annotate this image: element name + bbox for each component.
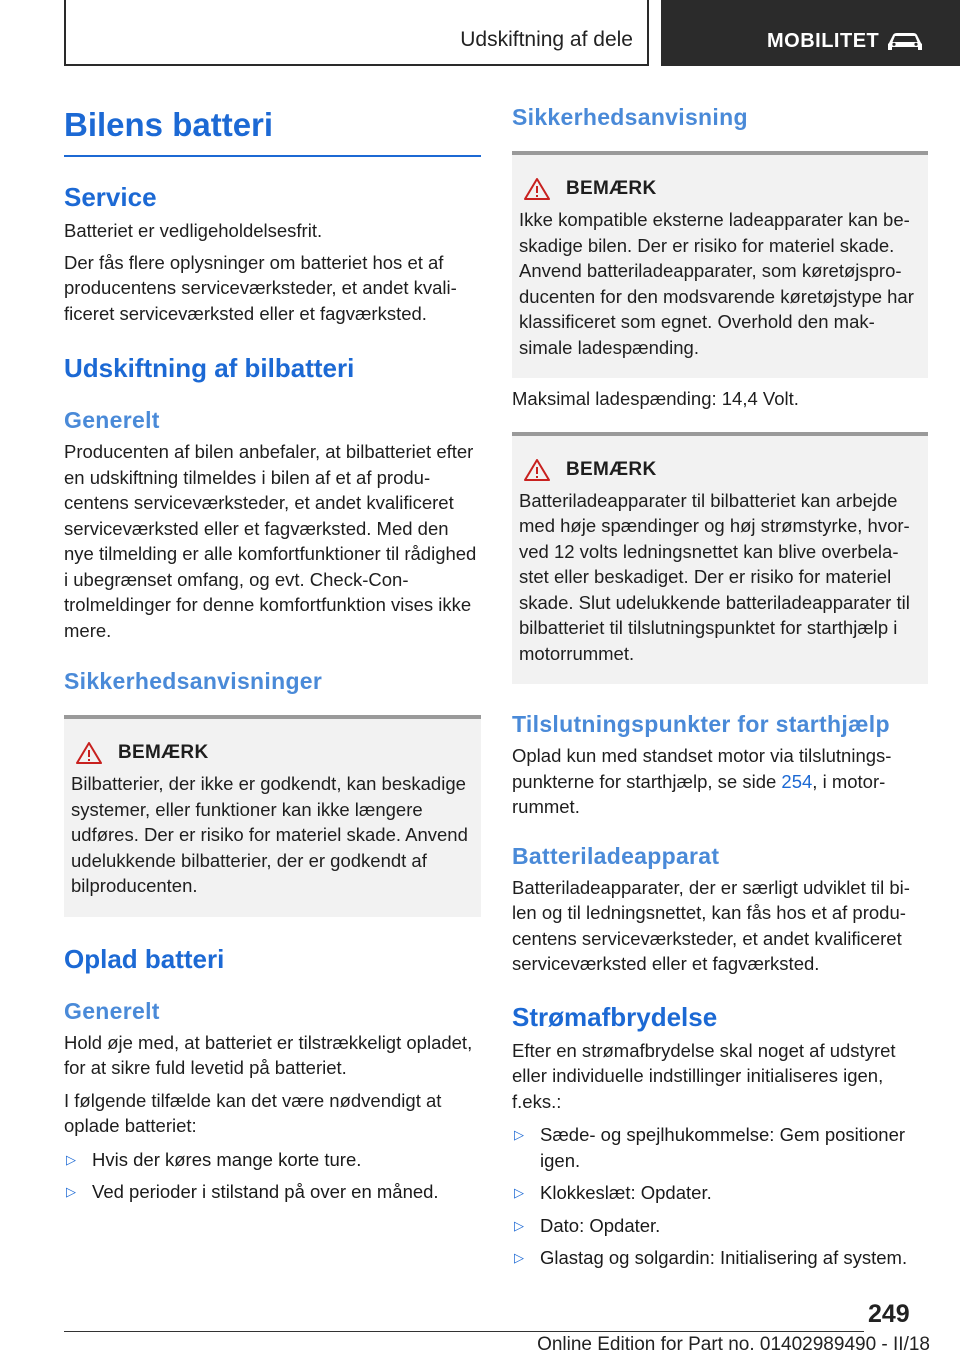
left-column [64, 95, 481, 1205]
charge-heading: Oplad batteri [64, 943, 225, 974]
section-title: Udskiftning af dele [460, 28, 633, 51]
safety-heading-left: Sikkerhedsanvisninger [64, 668, 323, 694]
charge-general-heading: Generelt [64, 997, 160, 1024]
replace-heading: Udskiftning af bilbatteri [64, 353, 355, 383]
page-title: Bilens batteri [64, 106, 274, 143]
notice-box [64, 715, 481, 917]
notice-text: Ikke kompatible eksterne ladeapparater kan beskadige bilen. Der er risiko for materiel skade. Anvend batteriladeapparater, som køretøjsproducenten for den modsvarende køretøjstype har klassificeret som egnet. Overhold den maksimale ladespænding. [519, 209, 914, 358]
notice-title: BEMÆRK [566, 458, 657, 480]
notice-box [512, 151, 928, 378]
title-rule [64, 155, 481, 157]
service-heading: Service [64, 182, 157, 212]
power-outage-heading: Strømafbrydelse [512, 1001, 718, 1032]
section-tab [64, 0, 649, 66]
triangle-bullet-icon: ▷ [514, 1250, 524, 1265]
jump-start-text: Oplad kun med standset motor via tilslutningspunkterne for starthjælp, se side 254, i motorrummet. [512, 745, 892, 817]
chapter-tab [661, 0, 960, 66]
notice-box [512, 432, 928, 685]
notice-header [71, 739, 473, 767]
page-number: 249 [868, 1300, 910, 1328]
notice-text: Bilbatterier, der ikke er godkendt, kan beskadige systemer, eller funktioner kan ikke længere udføres. Der er risiko for materiel skade. Anvend udelukkende bilbatterier, der er godkendt af bilproducenten. [71, 773, 468, 896]
warning-icon [76, 741, 102, 765]
triangle-bullet-icon: ▷ [66, 1151, 76, 1167]
footer-rule [64, 1331, 864, 1332]
car-icon [885, 29, 925, 53]
warning-icon [524, 458, 550, 482]
charger-heading: Batteriladeapparat [512, 842, 720, 869]
safety-heading-right: Sikkerhedsanvisning [512, 104, 748, 130]
notice-title: BEMÆRK [118, 742, 209, 763]
list-item: ▷ Dato: Opdater. [512, 1213, 928, 1239]
jump-start-heading: Tilslutningspunkter for starthjælp [512, 711, 890, 737]
right-column [512, 95, 928, 1271]
list-item: ▷ Klokkeslæt: Opdater. [512, 1180, 928, 1206]
list-item: ▷ Glastag og solgardin: Initialisering af system. [512, 1245, 928, 1271]
max-voltage-text: Maksimal ladespænding: 14,4 Volt. [512, 388, 799, 409]
power-outage-text: Efter en strømafbrydelse skal noget af udstyret eller individuelle indstillinger initialiseres igen, f.eks.: [512, 1039, 896, 1112]
triangle-bullet-icon: ▷ [514, 1127, 524, 1142]
replace-general-heading: Generelt [64, 407, 160, 433]
service-text-1: Batteriet er vedligeholdelsesfrit. [64, 220, 323, 241]
warning-icon [524, 177, 550, 201]
charge-text-2: I følgende tilfælde kan det være nødvendigt at oplade batteriet: [64, 1089, 442, 1136]
charger-text: Batteriladeapparater, der er særligt udviklet til bilen og til ledningsnettet, kan fås hos et af producentens serviceværksteder, et andet kvalificeret serviceværksted eller et fagværksted. [512, 876, 910, 974]
list-item: ▷ Hvis der køres mange korte ture. [64, 1147, 481, 1173]
page-header [0, 0, 960, 66]
list-item: ▷ Sæde- og spejlhukommelse: Gem positioner igen. [512, 1122, 928, 1173]
service-text-2: Der fås flere oplysninger om batteriet hos et af producentens serviceværksteder, et andet kvalificeret serviceværksted eller et fagværksted. [64, 251, 457, 324]
chapter-title: MOBILITET [767, 30, 880, 52]
replace-general-text: Producenten af bilen anbefaler, at bilbatteriet efter en udskiftning tilmeldes i bilen af et af producentens serviceværksteder, et andet kvalificeret serviceværksted eller et fagværksted. Med den nye tilmelding er alle komfortfunktioner til rådighed i ubegrænset omfang, og evt. Check-Controlmeldinger for denne komfortfunktion vises ikke mere. [64, 441, 477, 641]
notice-title: BEMÆRK [566, 178, 657, 199]
notice-header [519, 175, 920, 203]
triangle-bullet-icon: ▷ [514, 1185, 524, 1200]
triangle-bullet-icon: ▷ [514, 1217, 524, 1233]
charge-text-1: Hold øje med, at batteriet er tilstrækkeligt opladet, for at sikre fuld levetid på batteriet. [64, 1031, 473, 1078]
notice-text: Batteriladeapparater til bilbatteriet kan arbejde med høje spændinger og høj strømstyrke, hvorved 12 volts ledningsnettet kan blive overbelastet eller beskadiget. Der er risiko for materiel skade. Slut udelukkende batteriladeapparater til bilbatteriet til tilslutningspunktet for starthjælp i motorrummet. [519, 489, 910, 664]
page-link[interactable]: 254 [781, 770, 813, 792]
notice-header [519, 456, 920, 484]
power-outage-list [512, 1122, 928, 1271]
list-item: ▷ Ved perioder i stilstand på over en måned. [64, 1179, 481, 1205]
triangle-bullet-icon: ▷ [66, 1184, 76, 1199]
charge-list [64, 1147, 481, 1205]
footer-edition: Online Edition for Part no. 01402989490 - II/18 [537, 1334, 930, 1355]
